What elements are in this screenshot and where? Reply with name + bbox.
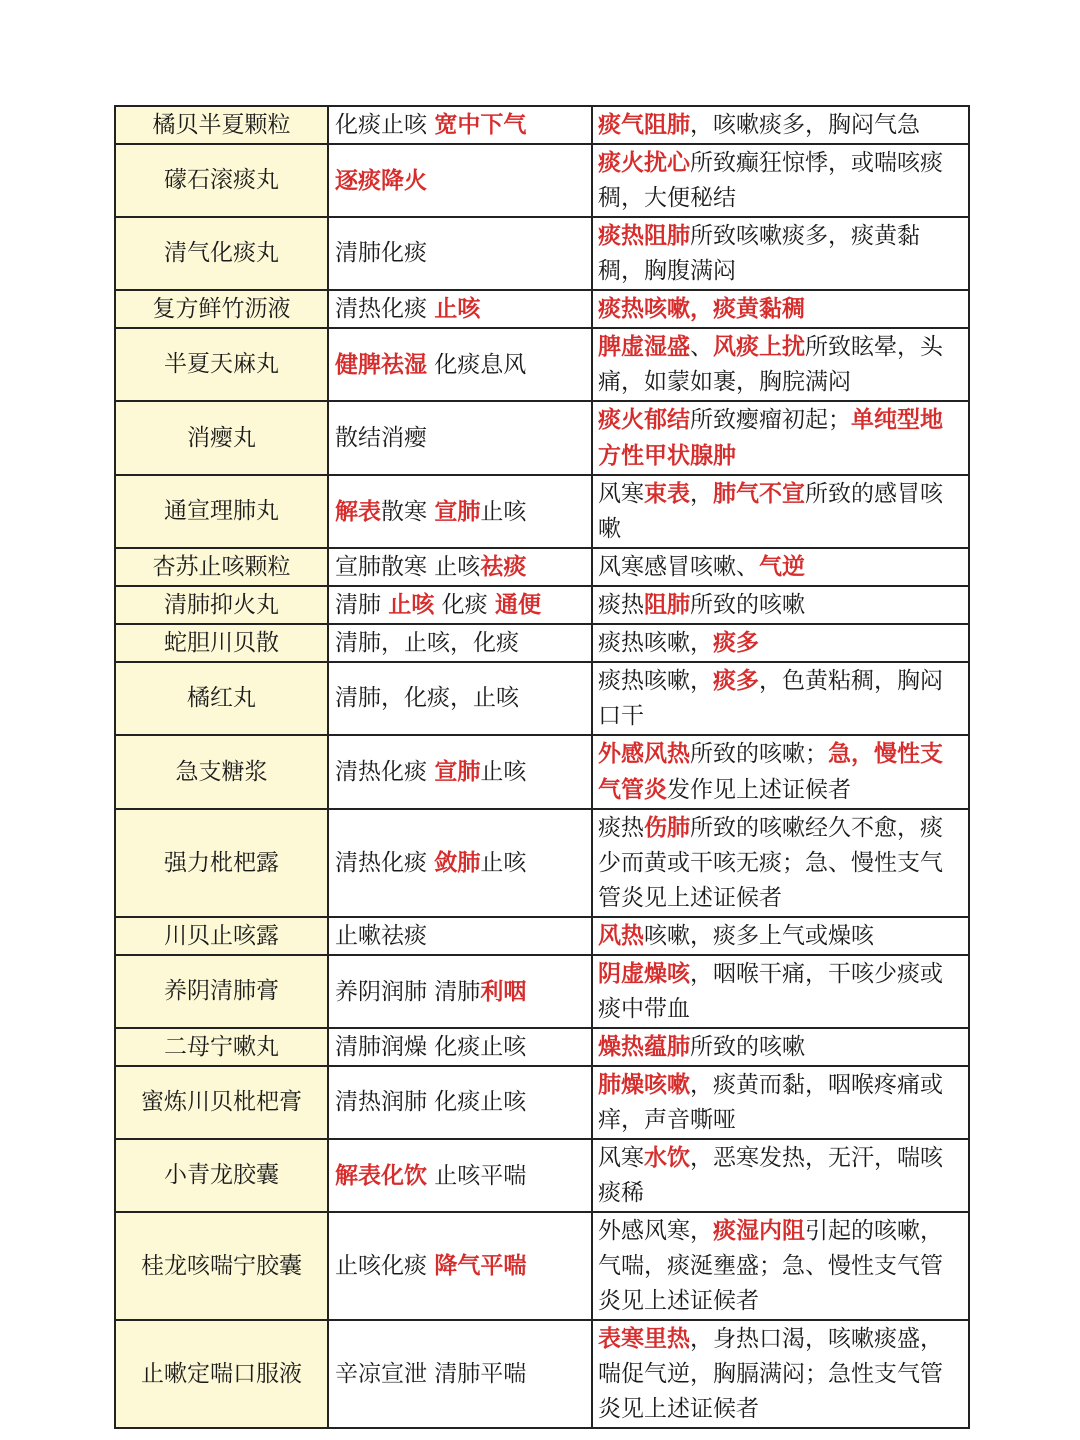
text-segment: 引起的咳嗽，气喘，痰涎壅盛；急、慢性支气管炎见上述证候者: [598, 1218, 943, 1314]
text-segment: 所致的咳嗽经久不愈，痰少而黄或干咳无痰；急、慢性支气管炎见上述证候者: [598, 815, 943, 911]
indication-cell: [592, 290, 969, 328]
text-segment: 所致咳嗽痰多，痰黄黏稠，胸腹满闷: [598, 223, 920, 284]
highlighted-text: 伤肺: [644, 814, 690, 841]
highlighted-text: 痰多: [713, 667, 759, 694]
indication-cell: [592, 106, 969, 144]
text-segment: ，身热口渴，咳嗽痰盛，喘促气逆，胸膈满闷；急性支气管炎见上述证候者: [598, 1326, 943, 1422]
text-segment: 清肺化痰: [335, 240, 427, 266]
indication-cell: [592, 917, 969, 955]
highlighted-text: 痰气阻肺: [598, 111, 690, 138]
table-row: [115, 662, 969, 735]
text-segment: 所致瘿瘤初起；: [690, 407, 851, 433]
medicine-name-cell: 橘红丸: [115, 662, 328, 735]
medicine-name-cell: 小青龙胶囊: [115, 1139, 328, 1212]
function-cell: [328, 290, 592, 328]
highlighted-text: 宣肺: [434, 497, 481, 525]
table-row: [115, 475, 969, 548]
text-segment: 止咳化痰: [335, 1253, 435, 1279]
indication-cell: [592, 548, 969, 586]
indication-cell: [592, 144, 969, 217]
text-segment: 、: [690, 334, 713, 360]
function-cell: [328, 328, 592, 401]
highlighted-text: 逐痰降火: [335, 166, 427, 194]
text-segment: ，痰黄而黏，咽喉疼痛或痒，声音嘶哑: [598, 1072, 943, 1133]
table-row: [115, 401, 969, 475]
table-row: [115, 217, 969, 290]
indication-cell: [592, 809, 969, 917]
text-segment: ，恶寒发热，无汗，喘咳痰稀: [598, 1145, 943, 1206]
highlighted-text: 解表化饮: [335, 1161, 427, 1189]
highlighted-text: 脾虚湿盛: [598, 333, 690, 360]
highlighted-text: 阴虚燥咳: [598, 960, 690, 987]
text-segment: 止嗽祛痰: [335, 922, 427, 949]
medicine-name-cell: 蛇胆川贝散: [115, 624, 328, 662]
medicine-name-cell: 消瘿丸: [115, 401, 328, 475]
highlighted-text: 止咳: [388, 591, 435, 618]
highlighted-text: 燥热蕴肺: [598, 1033, 690, 1060]
text-segment: 清肺: [335, 592, 389, 618]
table-row: [115, 917, 969, 955]
text-segment: 所致的咳嗽: [690, 1034, 805, 1060]
text-segment: 咳嗽，痰多上气或燥咳: [644, 923, 874, 949]
highlighted-text: 风热: [598, 922, 644, 949]
indication-cell: [592, 662, 969, 735]
medicine-name-cell: 强力枇杷露: [115, 809, 328, 917]
medicine-name-cell: 急支糖浆: [115, 735, 328, 809]
highlighted-text: 气逆: [759, 553, 805, 580]
function-cell: [328, 217, 592, 290]
highlighted-text: 肺气不宣: [713, 480, 805, 507]
table-row: [115, 1028, 969, 1066]
highlighted-text: 痰湿内阻: [713, 1217, 805, 1244]
medicine-name-cell: 养阴清肺膏: [115, 955, 328, 1028]
table-row: [115, 735, 969, 809]
medicine-name-cell: 桂龙咳喘宁胶囊: [115, 1212, 328, 1320]
highlighted-text: 利咽: [480, 977, 527, 1005]
text-segment: 外感风寒，: [598, 1218, 713, 1244]
highlighted-text: 水饮: [644, 1144, 690, 1171]
indication-cell: [592, 586, 969, 624]
highlighted-text: 阻肺: [644, 591, 690, 618]
highlighted-text: 降气平喘: [434, 1252, 527, 1279]
table-row: [115, 624, 969, 662]
table-row: [115, 955, 969, 1028]
text-segment: ，色黄粘稠，胸闷口干: [598, 668, 943, 729]
text-segment: 清热化痰: [335, 850, 435, 876]
text-segment: 化痰: [434, 592, 495, 618]
indication-cell: [592, 1066, 969, 1139]
function-cell: [328, 475, 592, 548]
function-cell: [328, 106, 592, 144]
table-row: [115, 548, 969, 586]
highlighted-text: 束表: [644, 480, 690, 507]
function-cell: [328, 1066, 592, 1139]
text-segment: ，: [690, 481, 713, 507]
text-segment: 所致眩晕，头痛，如蒙如裹，胸脘满闷: [598, 334, 943, 395]
function-cell: [328, 917, 592, 955]
text-segment: 止咳平喘: [427, 1162, 527, 1189]
indication-cell: [592, 955, 969, 1028]
medicine-name-cell: 清气化痰丸: [115, 217, 328, 290]
text-segment: 痰热: [598, 815, 644, 841]
function-cell: [328, 662, 592, 735]
indication-cell: [592, 328, 969, 401]
highlighted-text: 痰火郁结: [598, 406, 690, 433]
highlighted-text: 止咳: [434, 295, 481, 322]
text-segment: 所致的咳嗽: [690, 592, 805, 618]
indication-cell: [592, 1320, 969, 1428]
table-row: [115, 1320, 969, 1428]
text-segment: 散结消瘿: [335, 424, 427, 451]
medicine-name-cell: 杏苏止咳颗粒: [115, 548, 328, 586]
function-cell: [328, 1212, 592, 1320]
text-segment: 风寒感冒咳嗽、: [598, 554, 759, 580]
indication-cell: [592, 1139, 969, 1212]
medicine-name-cell: 清肺抑火丸: [115, 586, 328, 624]
text-segment: 清肺，化痰，止咳: [335, 685, 519, 711]
highlighted-text: 健脾祛湿: [335, 350, 427, 378]
text-segment: 清热润肺 化痰止咳: [335, 1089, 527, 1115]
highlighted-text: 风痰上扰: [713, 333, 805, 360]
text-segment: 止咳: [480, 498, 527, 525]
indication-cell: [592, 217, 969, 290]
text-segment: 化痰息风: [427, 351, 527, 378]
indication-cell: [592, 1212, 969, 1320]
table-row: [115, 328, 969, 401]
text-segment: 清热化痰: [335, 759, 435, 785]
medicine-name-cell: 通宣理肺丸: [115, 475, 328, 548]
function-cell: [328, 1320, 592, 1428]
table-row: [115, 1066, 969, 1139]
highlighted-text: 急，慢性支气管炎: [598, 740, 943, 803]
table-row: [115, 809, 969, 917]
indication-cell: [592, 475, 969, 548]
highlighted-text: 敛肺: [434, 849, 481, 876]
text-segment: 辛凉宣泄 清肺平喘: [335, 1360, 527, 1387]
table-row: [115, 144, 969, 217]
text-segment: 散寒: [381, 498, 435, 525]
table-row: [115, 1212, 969, 1320]
function-cell: [328, 144, 592, 217]
text-segment: 风寒: [598, 1145, 644, 1171]
text-segment: 风寒: [598, 481, 644, 507]
text-segment: 痰热咳嗽，: [598, 630, 713, 656]
text-segment: 所致的咳嗽；: [690, 741, 828, 767]
highlighted-text: 祛痰: [480, 553, 527, 580]
function-cell: [328, 735, 592, 809]
text-segment: 养阴润肺 清肺: [335, 978, 481, 1005]
text-segment: 清肺，止咳，化痰: [335, 629, 519, 656]
herbal-medicine-table: [114, 105, 970, 1429]
highlighted-text: 单纯型地方性甲状腺肿: [598, 406, 943, 469]
highlighted-text: 肺燥咳嗽: [598, 1071, 690, 1098]
function-cell: [328, 955, 592, 1028]
function-cell: [328, 1028, 592, 1066]
text-segment: 清肺润燥 化痰止咳: [335, 1033, 527, 1060]
highlighted-text: 痰火扰心: [598, 149, 690, 176]
highlighted-text: 宽中下气: [434, 111, 527, 138]
highlighted-text: 表寒里热: [598, 1325, 690, 1352]
highlighted-text: 痰热阻肺: [598, 222, 690, 249]
medicine-name-cell: 橘贝半夏颗粒: [115, 106, 328, 144]
highlighted-text: 外感风热: [598, 740, 690, 767]
text-segment: 清热化痰: [335, 296, 435, 322]
function-cell: [328, 548, 592, 586]
function-cell: [328, 401, 592, 475]
indication-cell: [592, 735, 969, 809]
text-segment: ，咽喉干痛，干咳少痰或痰中带血: [598, 961, 943, 1022]
medicine-name-cell: 复方鲜竹沥液: [115, 290, 328, 328]
highlighted-text: 痰热咳嗽，痰黄黏稠: [598, 295, 805, 322]
table-row: [115, 1139, 969, 1212]
medicine-name-cell: 蜜炼川贝枇杷膏: [115, 1066, 328, 1139]
table-row: [115, 290, 969, 328]
medicine-name-cell: 半夏天麻丸: [115, 328, 328, 401]
text-segment: 止咳: [480, 759, 527, 785]
table-row: [115, 106, 969, 144]
function-cell: [328, 586, 592, 624]
text-segment: 痰热: [598, 592, 644, 618]
medicine-name-cell: 川贝止咳露: [115, 917, 328, 955]
table-body: [115, 106, 969, 1428]
medicine-name-cell: 止嗽定喘口服液: [115, 1320, 328, 1428]
text-segment: 宣肺散寒 止咳: [335, 554, 481, 580]
indication-cell: [592, 624, 969, 662]
highlighted-text: 宣肺: [434, 758, 481, 785]
function-cell: [328, 624, 592, 662]
text-segment: ，咳嗽痰多，胸闷气急: [690, 112, 920, 138]
highlighted-text: 痰多: [713, 629, 759, 656]
function-cell: [328, 1139, 592, 1212]
medicine-name-cell: 礞石滚痰丸: [115, 144, 328, 217]
highlighted-text: 通便: [494, 591, 541, 618]
text-segment: 痰热咳嗽，: [598, 668, 713, 694]
text-segment: 止咳: [480, 850, 527, 876]
text-segment: 化痰止咳: [335, 112, 435, 138]
indication-cell: [592, 401, 969, 475]
text-segment: 所致的感冒咳嗽: [598, 481, 943, 542]
function-cell: [328, 809, 592, 917]
medicine-name-cell: 二母宁嗽丸: [115, 1028, 328, 1066]
indication-cell: [592, 1028, 969, 1066]
table-row: [115, 586, 969, 624]
text-segment: 所致癫狂惊悸，或喘咳痰稠，大便秘结: [598, 150, 943, 211]
text-segment: 发作见上述证候者: [667, 777, 851, 803]
highlighted-text: 解表: [335, 497, 381, 525]
